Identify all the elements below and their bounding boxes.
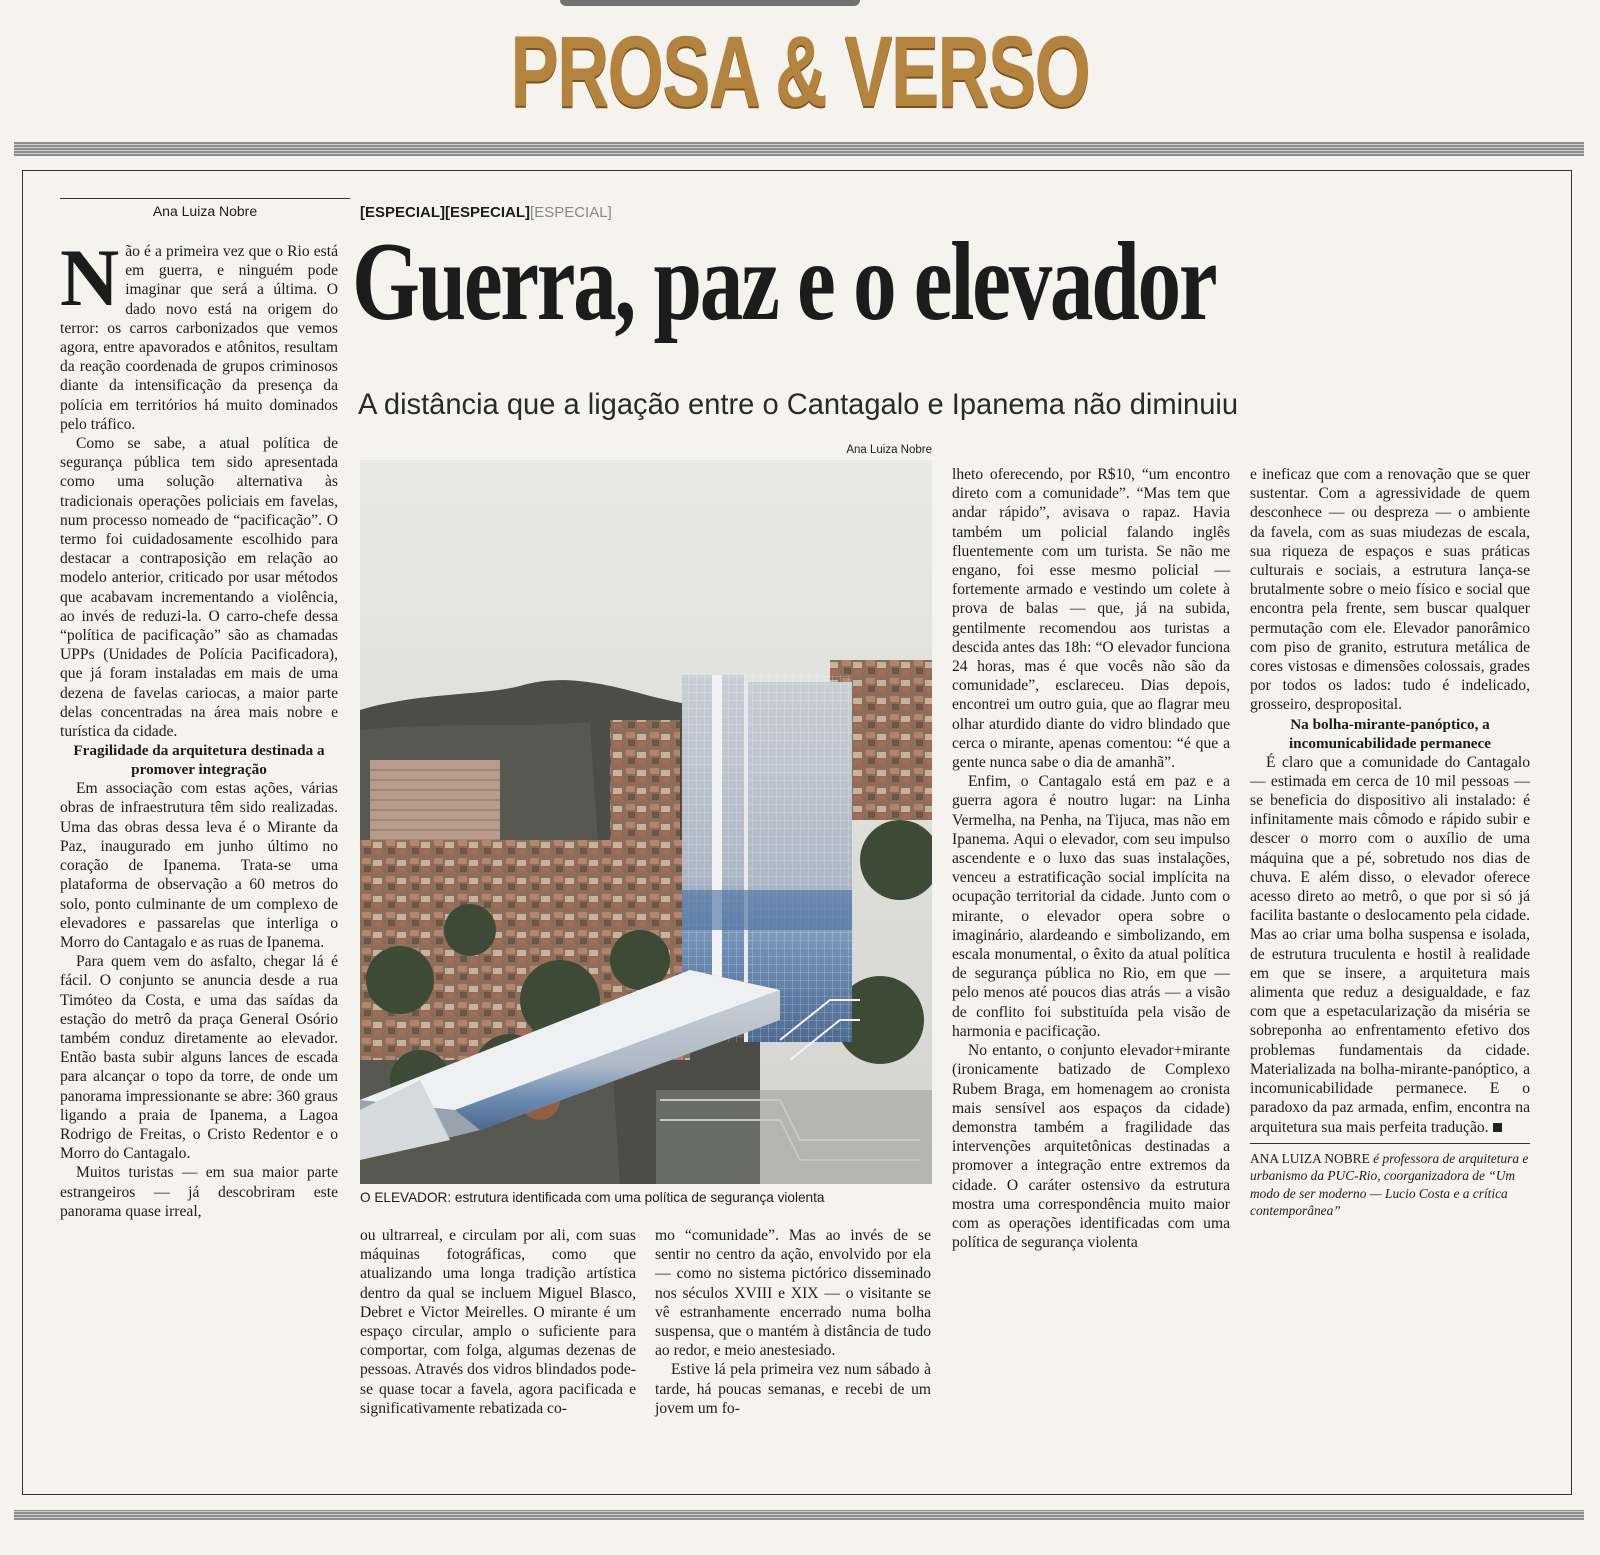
bio-name: ANA LUIZA NOBRE bbox=[1250, 1150, 1370, 1166]
paragraph: ou ultrarreal, e circulam por ali, com suas máquinas fotográficas, como que atualizando uma longa tradição artística dentro da qual se incluem Miguel Blasco, Debret e Victor Meirelles. O mirante é um espaço circular, amplo o suficiente para comportar, com folga, algumas dezenas de pessoas. Através dos vidros blindados pode-se quase tocar a favela, agora pacificada e significativamente rebatizada co- bbox=[360, 1227, 636, 1417]
header-rule bbox=[14, 142, 1584, 156]
paragraph bbox=[1250, 753, 1530, 1137]
photo-illustration bbox=[360, 460, 932, 1184]
column-3 bbox=[655, 1226, 931, 1418]
masthead-strip bbox=[560, 0, 860, 6]
end-mark-icon bbox=[1493, 1123, 1502, 1132]
byline: Ana Luiza Nobre bbox=[60, 198, 350, 219]
paragraph: lheto oferecendo, por R$10, “um encontro direto com a comunidade”. “Mas tem que andar rápido”, avisava o rapaz. Havia também um policial falando inglês fluentemente com um turista. Se não me engano, foi esse mesmo policial — fortemente armado e vestindo um colete à prova de balas — que, já na subida, gentilmente recomendou aos turistas a descida antes das 18h: “O elevador funciona 24 horas, mas é que vocês não são da comunidade”, esclareceu. Dias depois, encontrei um outro guia, que ao flagrar meu olhar aturdido diante do vidro blindado que cerca o mirante, apenas comentou: “é que a gente nunca sabe o dia de amanhã”. bbox=[952, 466, 1230, 772]
column-5 bbox=[1250, 465, 1530, 1220]
subheading: Fragilidade da arquitetura destinada a promover integração bbox=[73, 742, 325, 779]
author-bio bbox=[1250, 1143, 1530, 1220]
paragraph: Enfim, o Cantagalo está em paz e a guerra agora é noutro lugar: na Linha Vermelha, na Penha, na Tijuca, mas não em Ipanema. Aqui o elevador, com seu impulso ascendente e o luxo das suas instalações, venceu a estratificação social implícita na ocupação territorial da cidade. Junto com o mirante, o elevador opera sobre o imaginário, alardeando e simbolizando, em escala monumental, o êxito da atual política de segurança pública no Rio, em que — pelo menos até poucos dias atrás — a visão de conflito foi substituída pela visão de harmonia e pacificação. bbox=[952, 773, 1230, 1040]
photo-credit: Ana Luiza Nobre bbox=[846, 444, 932, 456]
paragraph-text: ão é a primeira vez que o Rio está em guerra, e ninguém pode imaginar que será a última. O dado novo está na origem do terror: os carros carbonizados que vemos agora, entre apavorados e atônitos, resultam da reação coordenada de grupos criminosos diante da intensificação da presença da polícia em territórios há muito dominados pelo tráfico. bbox=[60, 243, 338, 433]
paragraph: Muitos turistas — em sua maior parte estrangeiros — já descobriram este panorama quase irreal, bbox=[60, 1164, 338, 1220]
column-4 bbox=[952, 465, 1230, 1252]
kicker-tag: [ESPECIAL] bbox=[445, 204, 531, 221]
paragraph: mo “comunidade”. Mas ao invés de se sentir no centro da ação, envolvido por ela — como no sistema pictórico disseminado nos séculos XVIII e XIX — o visitante se vê estranhamente encerrado numa bolha suspensa, que o mantém à distância de tudo ao redor, e meio anestesiado. bbox=[655, 1227, 931, 1360]
kicker bbox=[360, 204, 612, 221]
section-title: PROSA & VERSO bbox=[510, 16, 1090, 128]
bio-description: é professora de arquitetura e urbanismo da PUC-Rio, coorganizadora de “Um modo de ser moderno — Lucio Costa e a crítica contemporânea” bbox=[1250, 1150, 1529, 1219]
caption-label: O ELEVADOR: bbox=[360, 1190, 452, 1205]
drop-cap: N bbox=[60, 232, 120, 323]
deck: A distância que a ligação entre o Cantagalo e Ipanema não diminuiu bbox=[358, 388, 1239, 421]
paragraph: No entanto, o conjunto elevador+mirante (ironicamente batizado de Complexo Rubem Braga, em homenagem ao cronista mais sensível aos espaços da cidade) demonstra também a fragilidade das intervenções arquitetônicas destinadas a promover a integração entre extremos da cidade. O caráter ostensivo da estrutura mostra uma correspondência muito maior com as operações identificadas com uma política de segurança violenta bbox=[952, 1042, 1230, 1252]
headline: Guerra, paz e o elevador bbox=[352, 220, 1216, 344]
photo-caption bbox=[360, 1190, 940, 1205]
paragraph bbox=[60, 232, 338, 434]
elevator-photo bbox=[360, 460, 932, 1184]
paragraph: Em associação com estas ações, várias obras de infraestrutura têm sido realizadas. Uma das obras dessa leva é o Mirante da Paz, inaugurado em junho último no coração de Ipanema. Trata-se uma plataforma de observação a 60 metros do solo, ponto culminante de um complexo de elevadores e passarelas que interliga o Morro do Cantagalo e as ruas de Ipanema. bbox=[60, 780, 338, 951]
paragraph: Para quem vem do asfalto, chegar lá é fácil. O conjunto se anuncia desde a rua Timóteo da Costa, e uma das saídas da estação do metrô da praça General Osório também conduz diretamente ao elevador. Então basta subir alguns lances de escada para alcançar o topo da torre, de onde um panorama impressionante se abre: 360 graus ligando a praia de Ipanema, a Lagoa Rodrigo de Freitas, o Cristo Redentor e o Morro do Cantagalo. bbox=[60, 953, 338, 1163]
kicker-tag: [ESPECIAL] bbox=[360, 204, 446, 221]
footer-rule bbox=[14, 1510, 1584, 1520]
caption-text: estrutura identificada com uma política de segurança violenta bbox=[451, 1190, 825, 1205]
paragraph: Estive lá pela primeira vez num sábado à tarde, há poucas semanas, e recebi de um jovem um fo- bbox=[655, 1361, 931, 1417]
paragraph-text: É claro que a comunidade do Cantagalo — estimada em cerca de 10 mil pessoas — se beneficia do dispositivo ali instalado: é infinitamente mais cômodo e rápido subir e descer o morro com o auxílio de uma máquina que a pé, sobretudo nos dias de chuva. E além disso, o elevador oferece acesso direto ao metrô, o que por si só já facilita bastante o deslocamento pela cidade. Mas ao criar uma bolha suspensa e isolada, de estrutura truculenta e hostil à realidade em que se insere, a arquitetura mais alimenta que reduz a desigualdade, e faz com que a espetacularização da miséria se sobreponha ao enfrentamento efetivo dos problemas fundamentais da cidade. Materializada na bolha-mirante-panóptico, a incomunicabilidade permanece. E o paradoxo da paz armada, enfim, encontra na arquitetura sua mais perfeita tradução. bbox=[1250, 753, 1530, 1136]
column-1 bbox=[60, 232, 338, 1221]
kicker-tag: [ESPECIAL] bbox=[530, 204, 612, 221]
paragraph: Como se sabe, a atual política de segurança pública tem sido apresentada como uma solução alternativa às tradicionais operações policiais em favelas, num processo nomeado de “pacificação”. O termo foi cuidadosamente escolhido para destacar a contraposição em relação ao modelo anterior, criticado por usar métodos que acabavam incrementando a violência, ao invés de reduzi-la. O carro-chefe dessa “política de pacificação” são as chamadas UPPs (Unidades de Polícia Pacificadora), que já foram instaladas em mais de uma dezena de favelas cariocas, a maior parte delas concentradas na área mais nobre e turística da cidade. bbox=[60, 435, 338, 741]
bio-text bbox=[1250, 1150, 1530, 1220]
subheading: Na bolha-mirante-panóptico, a incomunicabilidade permanece bbox=[1288, 715, 1492, 752]
paragraph: e ineficaz que com a renovação que se quer sustentar. Com a agressividade de quem desconhece — ou despreza — o ambiente da favela, com as suas miudezas de escala, sua riqueza de espaços e suas práticas culturais e sociais, a estrutura lança-se brutalmente sobre o meio físico e social que encontra pela frente, sem buscar qualquer permutação com ele. Elevador panorâmico com piso de granito, estrutura metálica de cores vistosas e dimensões colossais, grades por todos os lados: tudo é indelicado, grosseiro, desproposital. bbox=[1250, 466, 1530, 714]
column-2 bbox=[360, 1226, 636, 1418]
